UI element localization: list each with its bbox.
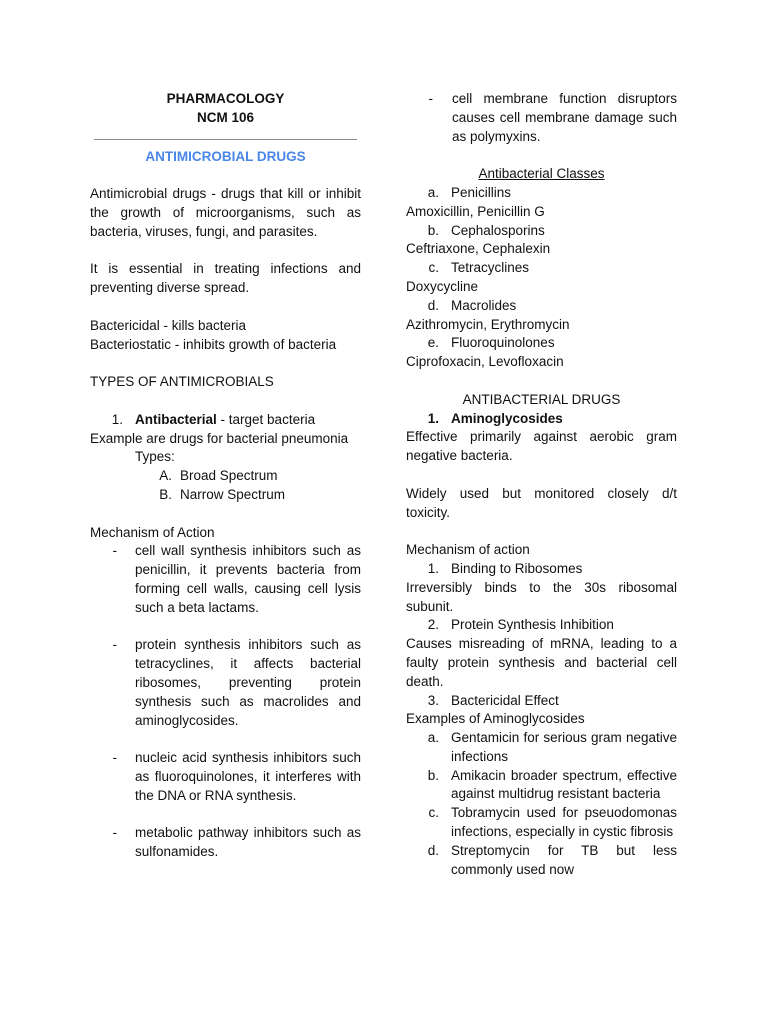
class-item-text: Penicillins xyxy=(451,184,512,200)
section-title: ANTIMICROBIAL DRUGS xyxy=(145,148,306,164)
class-item xyxy=(406,184,677,203)
moa-list xyxy=(406,560,677,710)
mechanism-item xyxy=(90,749,361,805)
membrane-disruptor-text: cell membrane function disruptors causes cell membrane damage such as polymyxins. xyxy=(452,91,677,144)
list-marker: e. xyxy=(427,335,439,351)
mechanism-list xyxy=(90,542,361,862)
type-item xyxy=(90,467,361,486)
example-item xyxy=(406,729,677,767)
class-examples: Azithromycin, Erythromycin xyxy=(406,316,570,332)
classes-heading: Antibacterial Classes xyxy=(478,166,605,182)
title-divider xyxy=(94,139,357,140)
example-item-text: Streptomycin for TB but less commonly used now xyxy=(451,842,677,877)
list-marker: - xyxy=(112,637,117,653)
class-item xyxy=(406,259,677,278)
class-item xyxy=(406,297,677,316)
class-item-text: Tetracyclines xyxy=(451,260,530,276)
mechanism-item xyxy=(90,542,361,617)
list-marker: d. xyxy=(427,842,439,858)
intro-paragraph: Antimicrobial drugs - drugs that kill or inhibit the growth of microorganisms, such as bacteria, viruses, fungi, and parasites. xyxy=(90,186,361,239)
classes-list xyxy=(406,184,677,372)
list-number: 1. xyxy=(427,410,439,426)
example-item-text: Gentamicin for serious gram negative infections xyxy=(451,730,677,764)
moa-item-text: Binding to Ribosomes xyxy=(451,560,583,576)
mechanism-item xyxy=(90,824,361,862)
class-examples: Ciprofoxacin, Levofloxacin xyxy=(406,354,564,370)
class-examples: Doxycycline xyxy=(406,278,479,294)
antibacterial-label: Antibacterial xyxy=(135,411,217,427)
essential-paragraph: It is essential in treating infections and preventing diverse spread. xyxy=(90,261,361,296)
mechanism-item-text: cell wall synthesis inhibitors such as penicillin, it prevents bacteria from forming cell walls, causing cell lysis such a beta lactams. xyxy=(135,543,361,615)
antibacterial-desc: - target bacteria xyxy=(216,411,316,427)
list-marker: a. xyxy=(427,184,439,200)
list-marker: b. xyxy=(427,767,439,783)
types-label: Types: xyxy=(135,449,175,465)
aminoglycosides-description: Effective primarily against aerobic gram negative bacteria. xyxy=(406,429,677,464)
moa-description: Irreversibly binds to the 30s ribosomal subunit. xyxy=(406,579,677,614)
example-item-text: Tobramycin used for pseuodomonas infections, especially in cystic fibrosis xyxy=(451,805,677,840)
right-column xyxy=(406,90,677,879)
aminoglycosides-title: Aminoglycosides xyxy=(451,410,563,426)
aminoglycosides-heading xyxy=(406,410,677,429)
mechanism-item-text: protein synthesis inhibitors such as tetracyclines, it affects bacterial ribosomes, preventing protein synthesis such as macrolides and aminoglycosides. xyxy=(135,637,361,728)
list-marker: c. xyxy=(428,805,439,821)
list-marker: b. xyxy=(427,222,439,238)
list-marker: a. xyxy=(427,730,439,746)
list-marker: d. xyxy=(427,297,439,313)
list-marker: - xyxy=(112,825,117,841)
types-list xyxy=(90,467,361,505)
mechanism-item-text: nucleic acid synthesis inhibitors such as fluoroquinolones, it interferes with the DNA or RNA synthesis. xyxy=(135,750,361,803)
mechanism-item xyxy=(90,636,361,730)
example-item-text: Amikacin broader spectrum, effective against multidrug resistant bacteria xyxy=(451,767,677,802)
type-item-text: Broad Spectrum xyxy=(180,468,278,484)
left-column xyxy=(90,90,361,862)
class-item-text: Macrolides xyxy=(451,297,517,313)
types-heading: TYPES OF ANTIMICROBIALS xyxy=(90,374,274,390)
list-marker: - xyxy=(112,750,117,766)
aminoglycosides-usage: Widely used but monitored closely d/t toxicity. xyxy=(406,485,677,520)
membrane-disruptor-item xyxy=(406,90,677,146)
type-item-text: Narrow Spectrum xyxy=(180,486,286,502)
list-marker: - xyxy=(112,543,117,559)
class-examples: Ceftriaxone, Cephalexin xyxy=(406,241,551,257)
moa-description: Causes misreading of mRNA, leading to a faulty protein synthesis and bacterial cell death. xyxy=(406,636,677,689)
examples-list xyxy=(406,729,677,879)
example-item xyxy=(406,804,677,842)
moa-item-text: Bactericidal Effect xyxy=(451,692,559,708)
class-item xyxy=(406,334,677,353)
list-number: 1. xyxy=(111,411,123,427)
moa-item xyxy=(406,560,677,579)
drugs-heading: ANTIBACTERIAL DRUGS xyxy=(462,391,621,407)
class-item-text: Fluoroquinolones xyxy=(451,335,555,351)
antibacterial-item xyxy=(90,411,361,430)
spacer xyxy=(90,618,361,637)
spacer xyxy=(90,730,361,749)
class-examples: Amoxicillin, Penicillin G xyxy=(406,203,545,219)
mechanism-heading: Mechanism of Action xyxy=(90,524,215,540)
moa-item-text: Protein Synthesis Inhibition xyxy=(451,617,614,633)
type-item xyxy=(90,486,361,505)
examples-heading: Examples of Aminoglycosides xyxy=(406,711,585,727)
list-marker: A. xyxy=(159,468,172,484)
mechanism-item-text: metabolic pathway inhibitors such as sulfonamides. xyxy=(135,825,361,860)
class-item-text: Cephalosporins xyxy=(451,222,545,238)
list-marker: 3. xyxy=(427,692,439,708)
list-marker: B. xyxy=(159,486,172,502)
spacer xyxy=(90,805,361,824)
course-code: NCM 106 xyxy=(196,109,255,125)
class-item xyxy=(406,222,677,241)
example-line: Example are drugs for bacterial pneumonia xyxy=(90,430,349,446)
example-item xyxy=(406,767,677,805)
doc-title: PHARMACOLOGY xyxy=(166,91,285,106)
moa-item xyxy=(406,692,677,711)
bullet-dash: - xyxy=(428,91,433,106)
bactericidal-definition: Bactericidal - kills bacteria xyxy=(90,317,247,333)
example-item xyxy=(406,842,677,880)
moa-heading: Mechanism of action xyxy=(406,542,530,558)
bacteriostatic-definition: Bacteriostatic - inhibits growth of bacteria xyxy=(90,336,337,352)
list-marker: 1. xyxy=(427,560,439,576)
list-marker: 2. xyxy=(427,617,439,633)
moa-item xyxy=(406,616,677,635)
list-marker: c. xyxy=(428,260,439,276)
